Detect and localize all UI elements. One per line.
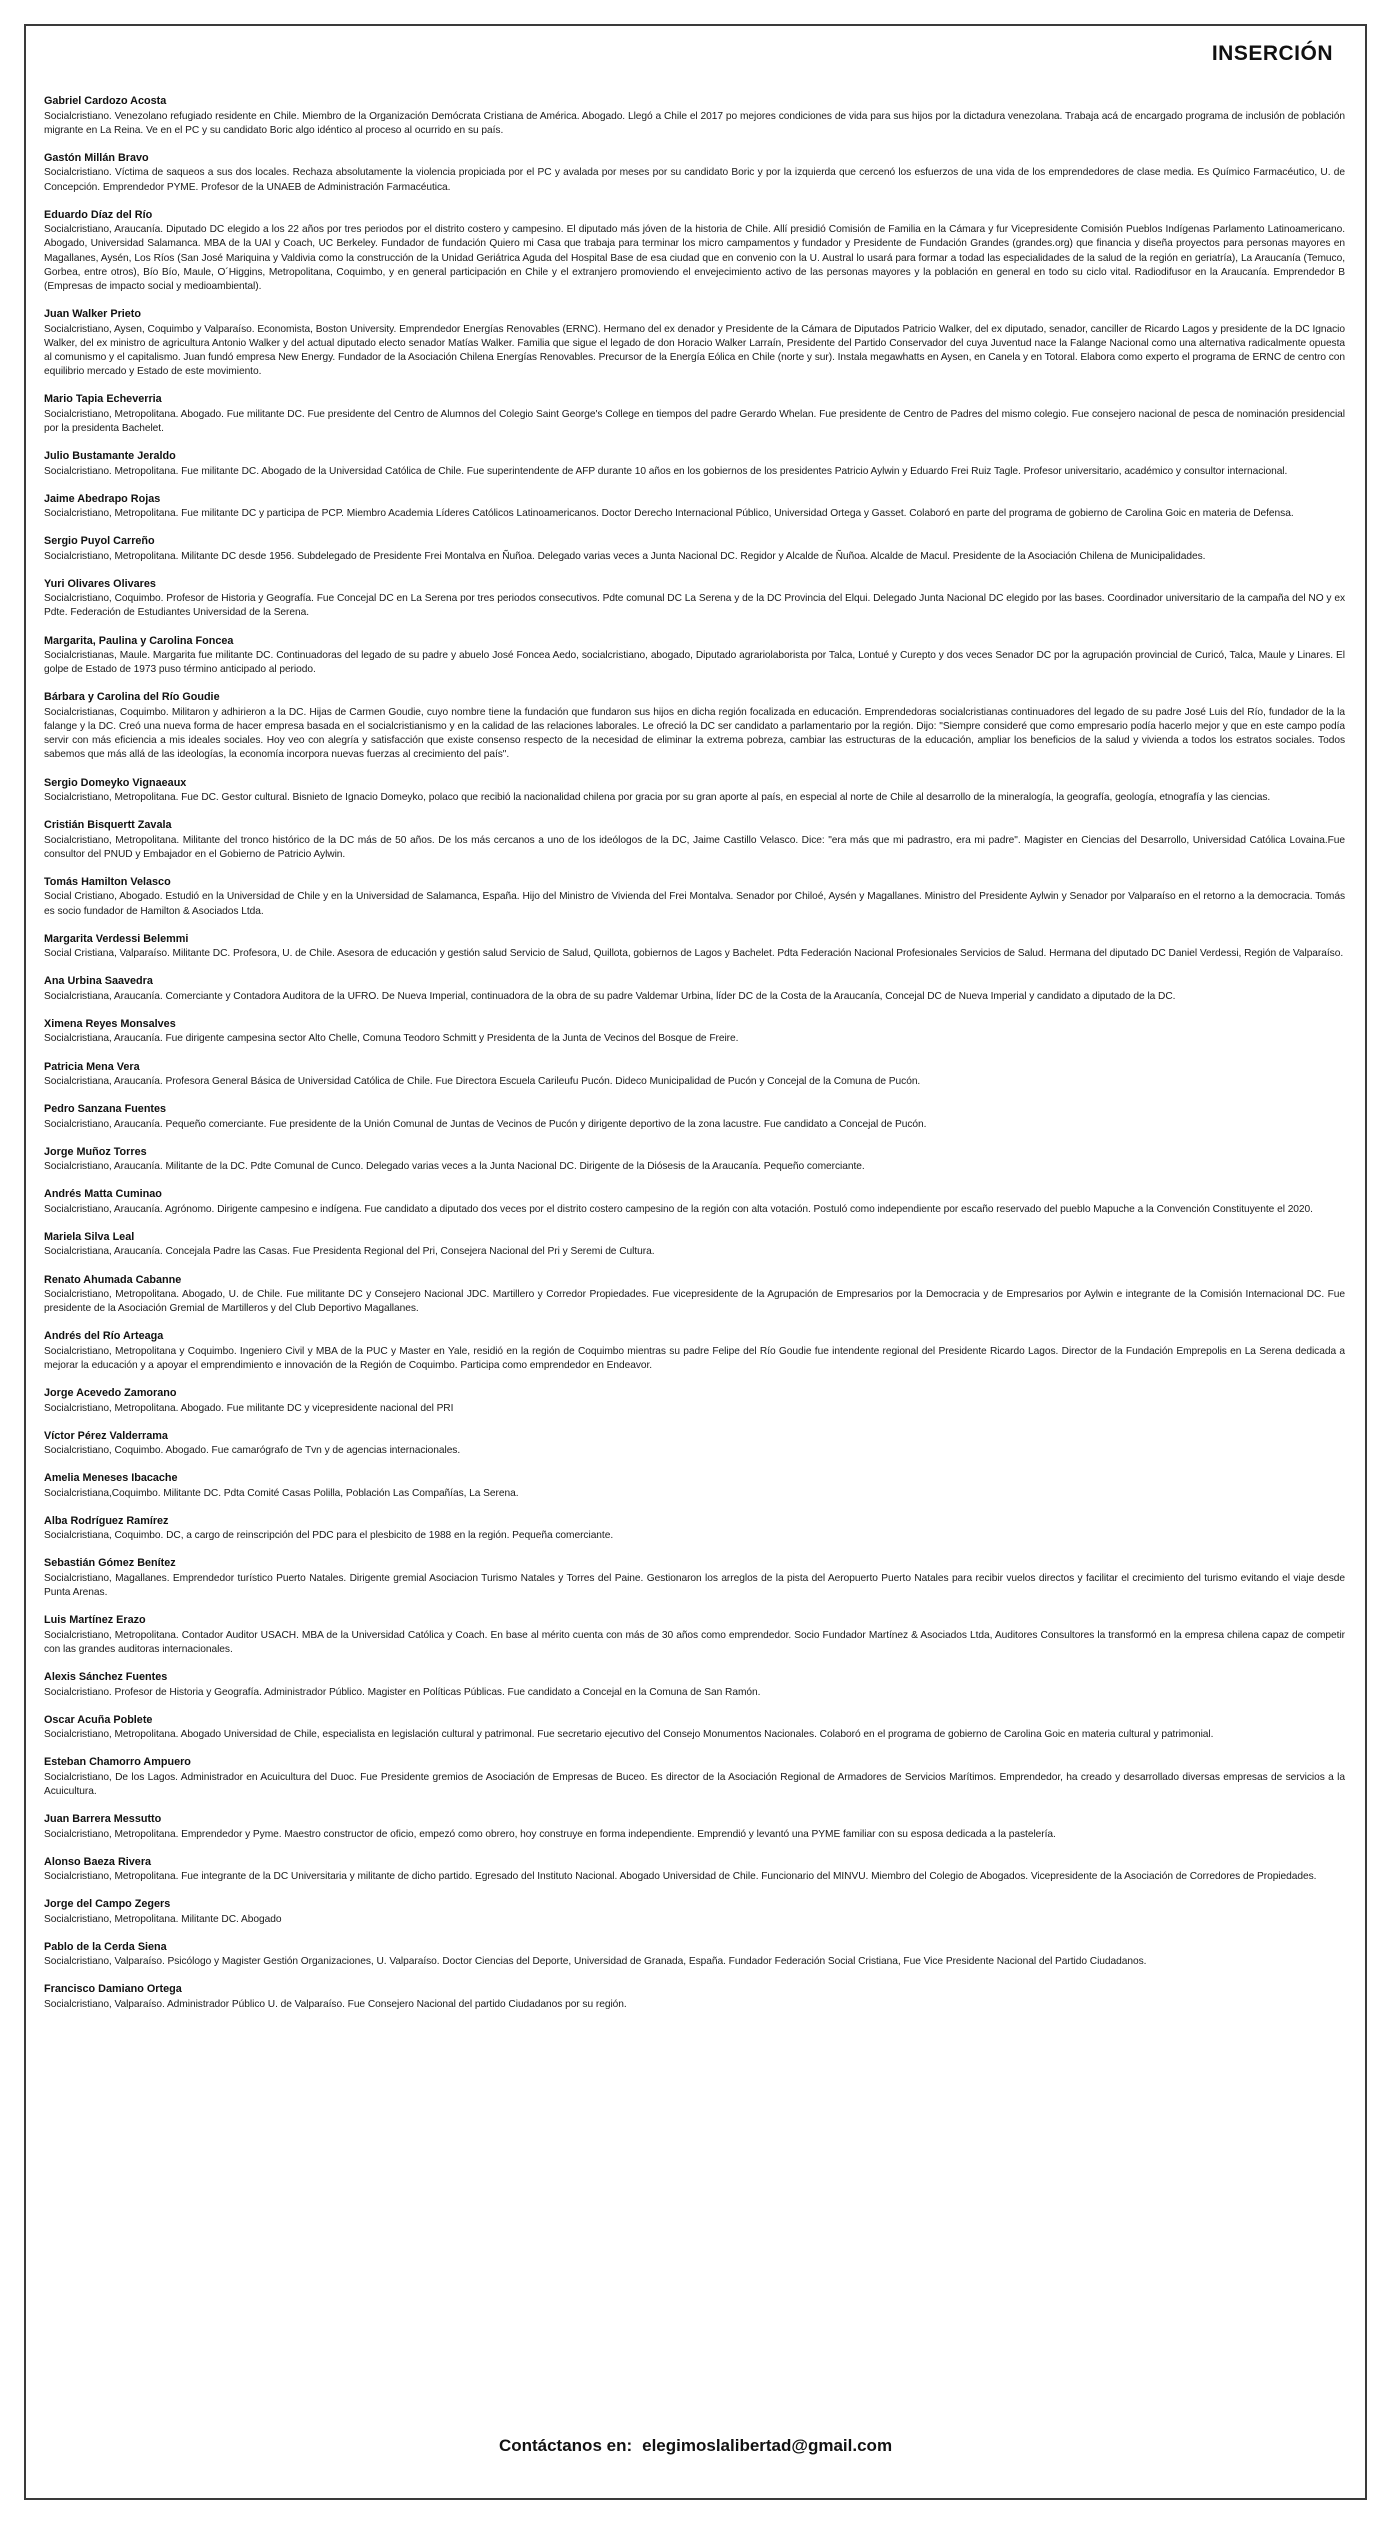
person-name: Cristián Bisquertt Zavala — [44, 819, 172, 832]
person-name: Andrés del Río Arteaga — [44, 1330, 164, 1343]
person-name: Jaime Abedrapo Rojas — [44, 492, 161, 505]
person-name: Ana Urbina Saavedra — [44, 975, 153, 988]
person-name: Alba Rodríguez Ramírez — [44, 1514, 169, 1527]
list-item — [44, 932, 1345, 962]
list-item — [44, 1145, 1345, 1175]
list-item — [44, 1670, 1345, 1700]
list-item — [44, 1940, 1345, 1970]
person-name: Víctor Pérez Valderrama — [44, 1429, 168, 1442]
person-name: Alexis Sánchez Fuentes — [44, 1671, 168, 1684]
person-name: Jorge del Campo Zegers — [44, 1898, 171, 1911]
entries-list — [44, 94, 1345, 2025]
person-bio: Socialcristiano, Araucanía. Agrónomo. Dirigente campesino e indígena. Fue candidato a diputado dos veces por el distrito costero campesino de la región con alta votación. Postuló como independiente por escaño reservado del pueblo Mapuche a la Convención Constituyente el 2020. — [44, 1203, 1313, 1215]
list-item — [44, 534, 1345, 564]
person-name: Bárbara y Carolina del Río Goudie — [44, 691, 220, 704]
person-bio: Socialcristiano, Coquimbo. Abogado. Fue camarógrafo de Tvn y de agencias internacionales. — [44, 1445, 461, 1457]
person-name: Jorge Acevedo Zamorano — [44, 1387, 177, 1400]
page-title: INSERCIÓN — [1211, 42, 1333, 65]
list-item — [44, 1386, 1345, 1416]
person-bio: Socialcristiano, Metropolitana. Abogado Universidad de Chile, especialista en legislación cultural y patrimonal. Fue secretario ejecutivo del Consejo Monumentos Nacionales. Colaboró en el programa de gobierno de Carolina Goic en materia cultural y patrimonial. — [44, 1729, 1214, 1741]
person-bio: Socialcristiana, Araucanía. Concejala Padre las Casas. Fue Presidenta Regional del Pri, Consejera Nacional del Pri y Seremi de Cultura. — [44, 1246, 655, 1258]
list-item — [44, 818, 1345, 862]
person-bio: Socialcristiano, Valparaíso. Psicólogo y Magister Gestión Organizaciones, U. Valparaíso. Doctor Ciencias del Deporte, Universidad de Granada, España. Fundador Federación Social Cristiana, Fue Vice Presidente Nacional del Partido Ciudadanos. — [44, 1956, 1147, 1968]
list-item — [44, 875, 1345, 919]
person-bio: Socialcristiano. Profesor de Historia y Geografía. Administrador Público. Magister en Políticas Públicas. Fue candidato a Concejal en la Comuna de San Ramón. — [44, 1686, 761, 1698]
list-item — [44, 1429, 1345, 1459]
list-item — [44, 208, 1345, 295]
person-name: Ximena Reyes Monsalves — [44, 1017, 176, 1030]
list-item — [44, 1897, 1345, 1927]
list-item — [44, 690, 1345, 762]
person-name: Margarita, Paulina y Carolina Foncea — [44, 634, 234, 647]
person-name: Andrés Matta Cuminao — [44, 1188, 162, 1201]
person-name: Jorge Muñoz Torres — [44, 1145, 147, 1158]
person-bio: Socialcristiano, Metropolitana y Coquimbo. Ingeniero Civil y MBA de la PUC y Master en Yale, residió en la región de Coquimbo mientras su padre Felipe del Río Goudie fue intendente regional del Presidente Ricardo Lagos. Director de la Fundación Emprepolis en La Serena dedicada a mejorar la educación y a apoyar el emprendimiento e innovación de la Región de Coquimbo. Participa como emprendedor en Endeavor. — [44, 1345, 1345, 1372]
person-name: Francisco Damiano Ortega — [44, 1983, 182, 1996]
person-name: Gabriel Cardozo Acosta — [44, 95, 167, 107]
list-item — [44, 94, 1345, 138]
contact-email[interactable]: elegimoslalibertad@gmail.com — [642, 2436, 893, 2455]
person-bio: Socialcristiano, Metropolitana. Emprendedor y Pyme. Maestro constructor de oficio, empezó como obrero, hoy construye en forma independiente. Emprendió y levantó una PYME familiar con su esposa dedicada a la pastelería. — [44, 1828, 1056, 1840]
person-name: Pedro Sanzana Fuentes — [44, 1103, 167, 1116]
contact-label: Contáctanos en: — [498, 2436, 633, 2455]
list-item — [44, 577, 1345, 621]
list-item — [44, 1812, 1345, 1842]
insertion-frame — [24, 24, 1367, 2500]
person-bio: Socialcristiano, Metropolitana. Abogado. Fue militante DC. Fue presidente del Centro de Alumnos del Colegio Saint George's College en tiempos del padre Gerardo Whelan. Fue presidente de Centro de Padres del mismo colegio. Fue consejero nacional de pesca de nominación presidencial por la presidenta Bachelet. — [44, 408, 1345, 434]
person-bio: Socialcristiano. Venezolano refugiado residente en Chile. Miembro de la Organización Demócrata Cristiana de América. Abogado. Llegó a Chile el 2017 po mejores condiciones de vida para sus hijos por la dictadura venezolana. Trabaja acá de encargado programa de inclusión de población migrante en La Reina. Ve en el PC y su candidato Boric algo idéntico al proceso al ocurrido en su país. — [44, 110, 1345, 136]
list-item — [44, 1755, 1345, 1799]
list-item — [44, 1613, 1345, 1657]
list-item — [44, 1982, 1345, 2012]
person-name: Renato Ahumada Cabanne — [44, 1273, 182, 1286]
person-bio: Socialcristiano, Magallanes. Emprendedor turístico Puerto Natales. Dirigente gremial Asociacion Turismo Natales y Torres del Paine. Gestionaron los arreglos de la pista del Aeropuerto Puerto Natales para recibir vuelos directos y facilitar el crecimiento del turismo evitando el viaje desde Punta Arenas. — [44, 1572, 1345, 1599]
person-name: Patricia Mena Vera — [44, 1060, 140, 1073]
list-item — [44, 1060, 1345, 1090]
person-name: Mariela Silva Leal — [44, 1230, 135, 1243]
person-name: Juan Barrera Messutto — [44, 1813, 162, 1826]
person-bio: Socialcristiano, Coquimbo. Profesor de Historia y Geografía. Fue Concejal DC en La Serena por tres periodos consecutivos. Pdte comunal DC La Serena y de la DC Provincia del Elqui. Delegado Junta Nacional DC elegido por las bases. Coordinador universitario de la campaña del NO y ex Pdte. Federación de Estudiantes Universidad de la Serena. — [44, 593, 1345, 619]
person-bio: Socialcristiana, Coquimbo. DC, a cargo de reinscripción del PDC para el plesbicito de 1988 en la región. Pequeña comerciante. — [44, 1530, 614, 1542]
person-bio: Socialcristiana, Araucanía. Comerciante y Contadora Auditora de la UFRO. De Nueva Imperial, continuadora de la obra de su padre Valdemar Urbina, líder DC de la Costa de la Araucanía, Concejal DC de Nueva Imperial y candidato a diputado de la DC. — [44, 990, 1176, 1002]
person-bio: Socialcristiano, Aysen, Coquimbo y Valparaíso. Economista, Boston University. Emprendedor Energías Renovables (ERNC). Hermano del ex denador y Presidente de la Cámara de Diputados Patricio Walker, del ex diputado, senador, canciller de Ricardo Lagos y presidente de la DC Ignacio Walker, del ex ministro de agricultura Antonio Walker y del actual diputado electo senador Matías Walker. Familia que sigue el legado de don Horacio Walker Larraín, Presidente del Partido Conservador del cuya Juventud nace la Falange Nacional como una alternativa radicalmente opuesta al comunismo y el capitalismo. Juan fundó empresa New Energy. Fundador de la Asociación Chilena Energías Renovables. Precursor de la Energía Eólica en Chile (norte y sur). Instala megawhatts en Aysen, en Canela y en Totoral. Elabora como experto el programa de ERNC de centro con equilibrio mercado y Estado de este movimiento. — [44, 323, 1345, 378]
person-name: Sergio Domeyko Vignaeaux — [44, 776, 187, 789]
person-name: Alonso Baeza Rivera — [44, 1855, 152, 1868]
list-item — [44, 151, 1345, 195]
person-bio: Socialcristiano, Araucanía. Pequeño comerciante. Fue presidente de la Unión Comunal de Juntas de Vecinos de Pucón y dirigente deportivo de la zona lacustre. Fue candidato a Concejal de Pucón. — [44, 1118, 927, 1130]
person-bio: Socialcristiana, Araucanía. Profesora General Básica de Universidad Católica de Chile. Fue Directora Escuela Carileufu Pucón. Dideco Municipalidad de Pucón y Concejal de la Comuna de Pucón. — [44, 1076, 921, 1088]
person-bio: Socialcristiana, Araucanía. Fue dirigente campesina sector Alto Chelle, Comuna Teodoro Schmitt y Presidenta de la Junta de Vecinos del Bosque de Freire. — [44, 1033, 739, 1045]
person-name: Esteban Chamorro Ampuero — [44, 1756, 191, 1769]
list-item — [44, 634, 1345, 678]
person-bio: Social Cristiana, Valparaíso. Militante DC. Profesora, U. de Chile. Asesora de educación y gestión salud Servicio de Salud, Quillota, gobiernos de Lagos y Bachelet. Pdta Federación Nacional Profesionales Servicios de Salud. Hermana del diputado DC Daniel Verdessi, Región de Valparaíso. — [44, 948, 1344, 960]
person-bio: Socialcristiana,Coquimbo. Militante DC. Pdta Comité Casas Polilla, Población Las Compañías, La Serena. — [44, 1487, 519, 1499]
person-name: Julio Bustamante Jeraldo — [44, 450, 176, 462]
person-name: Margarita Verdessi Belemmi — [44, 932, 189, 945]
person-bio: Socialcristiano, Valparaíso. Administrador Público U. de Valparaíso. Fue Consejero Nacional del partido Ciudadanos por su región. — [44, 1998, 627, 2010]
list-item — [44, 1556, 1345, 1600]
person-name: Amelia Meneses Ibacache — [44, 1472, 178, 1485]
person-name: Yuri Olivares Olivares — [44, 577, 156, 590]
person-bio: Socialcristianas, Coquimbo. Militaron y adhirieron a la DC. Hijas de Carmen Goudie, cuyo nombre tiene la fundación que fundaron sus hijos en dicha región focalizada en educación. Emprendedoras socialcristianas continuadores del legado de su padre José Luis del Río, fundador de la la falange y la DC. Creó una nueva forma de hacer empresa basada en el socialcristianismo y en la calidad de las relaciones laborales. Le ofreció la DC ser candidato a parlamentario por la región. Dijo: "Siempre consideré que como empresario podía hacerlo mejor y que en este campo podía servir con más eficiencia a mis ideales sociales. Hoy veo con alegría y satisfacción que existe consenso respecto de la necesidad de eliminar la extrema pobreza, cambiar las estructuras de la educación, ampliar los beneficios de la salud y vivienda a todos los estratos sociales. Todos sabemos que más allá de las ideologías, la economía incorpora nuevas fuerzas al crecimiento del país". — [44, 706, 1345, 761]
person-name: Mario Tapia Echeverria — [44, 393, 162, 406]
list-item — [44, 1329, 1345, 1373]
list-item — [44, 1102, 1345, 1132]
list-item — [44, 776, 1345, 806]
list-item — [44, 1187, 1345, 1217]
person-name: Tomás Hamilton Velasco — [44, 875, 171, 888]
list-item — [44, 492, 1345, 522]
person-bio: Socialcristiano, Metropolitana. Abogado. Fue militante DC y vicepresidente nacional del PRI — [44, 1402, 454, 1414]
person-name: Eduardo Díaz del Río — [44, 208, 153, 221]
list-item — [44, 392, 1345, 436]
person-bio: Socialcristiano, De los Lagos. Administrador en Acuicultura del Duoc. Fue Presidente gremios de Asociación de Empresas de Buceo. Es director de la Asociación Regional de Armadores de Servicios Marítimos. Emprendedor, ha creado y desarrollado diversas empresas de servicios a la Acuicultura. — [44, 1771, 1345, 1797]
list-item — [44, 307, 1345, 379]
list-item — [44, 1017, 1345, 1047]
contact-footer — [26, 2436, 1365, 2456]
person-name: Sebastián Gómez Benítez — [44, 1557, 176, 1570]
person-bio: Socialcristiano, Araucanía. Diputado DC elegido a los 22 años por tres periodos por el distrito costero y campesino. El diputado más jóven de la historia de Chile. Allí presidió Comisión de Familia en la Cámara y fur Vicepresidente Comisión Pueblos Indígenas Parlamento Latinoamericano. Abogado, Universidad Salamanca. MBA de la UAI y Coach, UC Berkeley. Fundador de fundación Quiero mi Casa que trabaja para terminar los micro campamentos y fundador y Presidente de Fundación Grandes (grandes.org) que financia y diseña proyectos para personas mayores en Magallanes, Aysén, Los Ríos (San José Mariquina y Valdivia como la construcción de la Unidad Geriátrica Aguda del Hospital Base de esa ciudad que en convenio con la U. Austral lo usará para formar a todad las especialidades de la salud de la región en geriatría), La Araucanía (Temuco, Gorbea, entre otros), Bío Bío, Maule, O´Higgins, Metropolitana, Coquimbo, y en general participación en Chile y el extranjero promoviendo el envejecimiento activo de las personas mayores y la población en general en todo su ciclo vital. Radiodifusor en la Araucanía. Emprendedor B (Empresas de impacto social y medioambiental). — [44, 224, 1345, 292]
person-bio: Social Cristiano, Abogado. Estudió en la Universidad de Chile y en la Universidad de Salamanca, España. Hijo del Ministro de Vivienda del Frei Montalva. Senador por Chiloé, Aysén y Magallanes. Ministro del Presidente Aylwin y Senador por Valparaíso en el retorno a la democracia. Tomás es socio fundador de Hamilton & Asociados Ltda. — [44, 891, 1345, 917]
list-item — [44, 1713, 1345, 1743]
list-item — [44, 1230, 1345, 1260]
person-bio: Socialcristiano, Metropolitana. Militante DC desde 1956. Subdelegado de Presidente Frei Montalva en Ñuñoa. Delegado varias veces a Junta Nacional DC. Regidor y Alcalde de Ñuñoa. Alcalde de Macul. Presidente de la Asociación Chilena de Municipalidades. — [44, 550, 1206, 562]
person-bio: Socialcristiano, Metropolitana. Contador Auditor USACH. MBA de la Universidad Católica y Coach. En base al mérito cuenta con más de 30 años como emprendedor. Socio Fundador Martínez & Asociados Ltda, Auditores Consultores la transformó en la empresa chilena capaz de competir con las grandes auditoras internacionales. — [44, 1629, 1345, 1655]
person-name: Pablo de la Cerda Siena — [44, 1940, 167, 1953]
person-bio: Socialcristiano, Metropolitana. Abogado, U. de Chile. Fue militante DC y Consejero Nacional JDC. Martillero y Corredor Propiedades. Fue vicepresidente de la Agrupación de Empresarios por la Democracia y de Empresarios por Aylwin e integrante de la Comisión Internacional DC. Fue presidente de la Asociación Gremial de Martilleros y del Club Deportivo Magallanes. — [44, 1289, 1345, 1315]
person-name: Oscar Acuña Poblete — [44, 1713, 153, 1726]
person-bio: Socialcristiano. Víctima de saqueos a sus dos locales. Rechaza absolutamente la violencia propiciada por el PC y avalada por meses por su candidato Boric y por la izquierda que cercenó los esfuerzos de una vida de los emprendedores de clase media. Es Químico Farmacéutico, U. de Concepción. Emprendedor PYME. Profesor de la UNAEB de Administración Farmacéutica. — [44, 167, 1345, 193]
list-item — [44, 1273, 1345, 1317]
person-bio: Socialcristiano, Metropolitana. Militante DC. Abogado — [44, 1913, 282, 1925]
list-item — [44, 1855, 1345, 1885]
person-bio: Socialcristiano. Metropolitana. Fue militante DC. Abogado de la Universidad Católica de Chile. Fue superintendente de AFP durante 10 años en los gobiernos de los presidentes Patricio Aylwin y Eduardo Frei Ruiz Tagle. Profesor universitario, académico y consultor internacional. — [44, 465, 1288, 477]
person-name: Juan Walker Prieto — [44, 308, 142, 320]
person-bio: Socialcristianas, Maule. Margarita fue militante DC. Continuadoras del legado de su padre y abuelo José Foncea Aedo, socialcristiano, abogado, Diputado agrariolaborista por Talca, Lontué y Curepto y dos veces Senador DC por la agrupación provincial de Curicó, Talca, Maule y Linares. El golpe de Estado de 1973 puso término anticipado al periodo. — [44, 650, 1345, 676]
person-bio: Socialcristiano, Metropolitana. Fue DC. Gestor cultural. Bisnieto de Ignacio Domeyko, polaco que recibió la nacionalidad chilena por gracia por su gran aporte al país, en especial al norte de Chile al desarrollo de la mineralogía, la geografía, geología, etnografía y las ciencias. — [44, 792, 1271, 804]
person-bio: Socialcristiano, Metropolitana. Militante del tronco histórico de la DC más de 50 años. De los más cercanos a uno de los ideólogos de la DC, Jaime Castillo Velasco. Dice: "era más que mi padrastro, era mi padre". Magister en Ciencias del Desarrollo, Universidad Católica Lovaina.Fue consultor del PNUD y Embajador en el Gobierno de Patricio Aylwin. — [44, 834, 1345, 860]
list-item — [44, 449, 1345, 479]
person-bio: Socialcristiano, Araucanía. Militante de la DC. Pdte Comunal de Cunco. Delegado varias veces a la Junta Nacional DC. Dirigente de la Diósesis de la Araucanía. Pequeño comerciante. — [44, 1161, 865, 1173]
person-name: Luis Martínez Erazo — [44, 1614, 146, 1627]
person-bio: Socialcristiano, Metropolitana. Fue integrante de la DC Universitaria y militante de dicho partido. Egresado del Instituto Nacional. Abogado Universidad de Chile. Funcionario del MINVU. Miembro del Colegio de Abogados. Vicepresidente de la Asociación de Corredores de Propiedades. — [44, 1871, 1317, 1883]
person-name: Gastón Millán Bravo — [44, 151, 149, 164]
list-item — [44, 1471, 1345, 1501]
list-item — [44, 1514, 1345, 1544]
person-bio: Socialcristiano, Metropolitana. Fue militante DC y participa de PCP. Miembro Academia Líderes Católicos Latinoamericanos. Doctor Derecho Internacional Público, Universidad Ortega y Gasset. Colaboró en parte del programa de gobierno de Carolina Goic en materia de Defensa. — [44, 508, 1294, 520]
person-name: Sergio Puyol Carreño — [44, 535, 155, 548]
list-item — [44, 974, 1345, 1004]
